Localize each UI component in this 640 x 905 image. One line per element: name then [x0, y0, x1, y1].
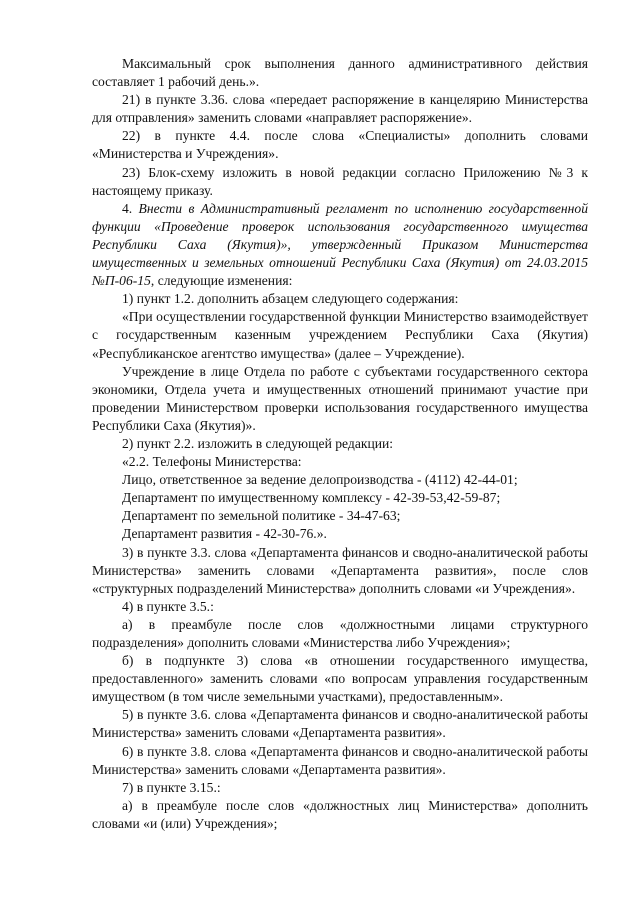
paragraph: Лицо, ответственное за ведение делопроизводства - (4112) 42-44-01;	[122, 472, 518, 488]
paragraph: 7) в пункте 3.15.:	[122, 779, 221, 795]
amendment-tail: , следующие изменения:	[150, 273, 293, 289]
paragraph: 23) Блок-схему изложить в новой редакции согласно Приложению №3 к настоящему приказу.	[92, 164, 588, 198]
paragraph: «При осуществлении государственной функции Министерство взаимодействует с государственным казенным учреждением Республики Саха (Якутия) «Республиканское агентство имущества» (далее – Учреждение).	[92, 309, 588, 361]
regulation-reference: Внести в Административный регламент по исполнению государственной функции «Проведение проверок использования государственного имущества Республики Саха (Якутия)», утвержденный Приказом Министерства имущественных и земельных отношений Республики Саха (Якутия) от 24.03.2015 №П-06-15	[92, 200, 588, 289]
paragraph: 22) в пункте 4.4. после слова «Специалисты» дополнить словами «Министерства и Учреждения».	[92, 128, 588, 162]
paragraph: Департамент по земельной политике - 34-47-63;	[122, 508, 401, 524]
paragraph: Максимальный срок выполнения данного административного действия составляет 1 рабочий день.».	[92, 56, 588, 90]
paragraph: «2.2. Телефоны Министерства:	[122, 454, 302, 470]
paragraph: Учреждение в лице Отдела по работе с субъектами государственного сектора экономики, Отдела учета и имущественных отношений принимают участие при проведении Министерством проверки использования государственного имущества Республики Саха (Якутия)».	[92, 363, 588, 433]
paragraph: 4) в пункте 3.5.:	[122, 598, 214, 614]
paragraph: 21) в пункте 3.36. слова «передает распоряжение в канцелярию Министерства для отправления» заменить словами «направляет распоряжение».	[92, 92, 588, 126]
amendment-number: 4.	[122, 200, 139, 216]
paragraph-amendment-4	[92, 200, 588, 290]
paragraph: 6) в пункте 3.8. слова «Департамента финансов и сводно-аналитической работы Министерства» заменить словами «Департамента развития».	[92, 743, 588, 777]
paragraph: б) в подпункте 3) слова «в отношении государственного имущества, предоставленного» заменить словами «по вопросам управления государственным имуществом (в том числе земельными участками), предоставленным».	[92, 653, 588, 705]
paragraph: а) в преамбуле после слов «должностных лиц Министерства» дополнить словами «и (или) Учреждения»;	[92, 797, 588, 831]
paragraph: 5) в пункте 3.6. слова «Департамента финансов и сводно-аналитической работы Министерства» заменить словами «Департамента развития».	[92, 707, 588, 741]
paragraph: 2) пункт 2.2. изложить в следующей редакции:	[122, 435, 394, 451]
document-body	[92, 55, 588, 833]
paragraph: Департамент по имущественному комплексу - 42-39-53,42-59-87;	[122, 490, 501, 506]
paragraph: Департамент развития - 42-30-76.».	[122, 526, 327, 542]
paragraph: 3) в пункте 3.3. слова «Департамента финансов и сводно-аналитической работы Министерства» заменить словами «Департамента развития», после слов «структурных подразделений Министерства» дополнить словами «и Учреждения».	[92, 544, 588, 596]
paragraph: 1) пункт 1.2. дополнить абзацем следующего содержания:	[122, 291, 459, 307]
paragraph: а) в преамбуле после слов «должностными лицами структурного подразделения» дополнить словами «Министерства либо Учреждения»;	[92, 616, 588, 650]
